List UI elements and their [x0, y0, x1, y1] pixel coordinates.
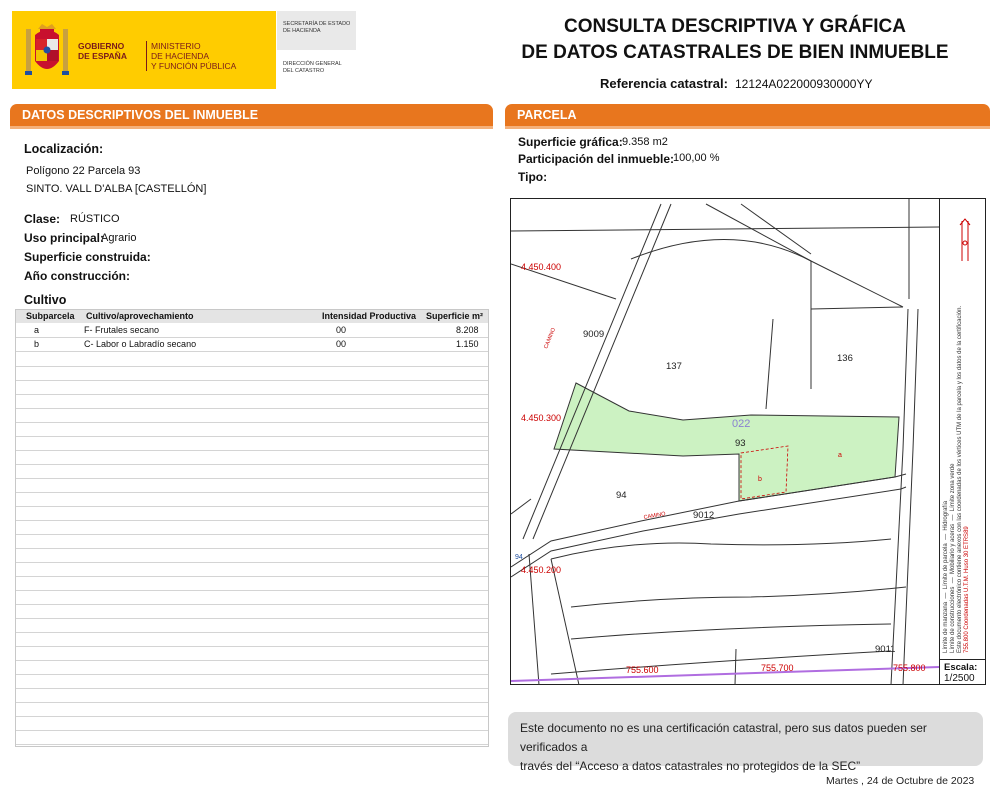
table-gridline: [16, 744, 488, 745]
camino-label: CAMINO: [643, 511, 667, 521]
coat-of-arms-icon: [22, 21, 72, 83]
table-gridline: [16, 548, 488, 549]
page-title: CONSULTA DESCRIPTIVA Y GRÁFICA DE DATOS CATASTRALES DE BIEN INMUEBLE: [521, 16, 949, 63]
cultivo-table-header: [16, 310, 488, 323]
table-gridline: [16, 464, 488, 465]
parcel-label: 94: [515, 554, 523, 561]
row-intensidad: 00: [336, 325, 347, 335]
table-gridline: [16, 576, 488, 577]
table-gridline: [16, 394, 488, 395]
localizacion-line1: Polígono 22 Parcela 93: [26, 165, 141, 177]
table-gridline: [16, 632, 488, 633]
table-gridline: [16, 716, 488, 717]
parcel-label: 93: [735, 438, 746, 449]
table-gridline: [16, 590, 488, 591]
localizacion-label: Localización:: [24, 142, 104, 156]
table-gridline: [16, 646, 488, 647]
table-gridline: [16, 492, 488, 493]
map-drawing: [511, 199, 939, 685]
ref-value: 12124A022000930000YY: [735, 77, 873, 91]
participacion-value: 100,00 %: [673, 152, 720, 164]
table-gridline: [16, 730, 488, 731]
section-header-parcela: PARCELA: [505, 104, 990, 126]
subparcel-b-label: b: [758, 476, 762, 483]
superficie-grafica-value: 9.358 m2: [622, 136, 668, 148]
superficie-construida-label: Superficie construida:: [24, 250, 151, 264]
map-scale: Escala: 1/2500: [939, 659, 986, 685]
table-gridline: [16, 562, 488, 563]
col-subparcela: Subparcela: [26, 311, 75, 321]
table-gridline: [16, 604, 488, 605]
parcel-label: 9011: [875, 644, 896, 655]
legend-text: Límite de manzana — Límite de parcela — Hidrografía Límite de construcciones — Mobiliario y aceras — Límite zona verde Este documento electrónico contiene anexos con las coordenadas de los vértices UTM de la parcela y los datos de la certificación. 755.800 Coordenadas U.T.M. Huso 30 ETRS89: [943, 305, 970, 653]
table-gridline: [16, 618, 488, 619]
table-gridline: [16, 660, 488, 661]
table-gridline: [16, 366, 488, 367]
table-row: [16, 338, 488, 352]
uso-value: Agrario: [101, 232, 137, 244]
direccion-text: DIRECCIÓN GENERAL DEL CATASTRO: [283, 61, 342, 74]
disclaimer-notice: Este documento no es una certificación catastral, pero sus datos pueden ser verificados a través del “Acceso a datos catastrales no protegidos de la SEC”: [508, 712, 983, 766]
table-gridline: [16, 702, 488, 703]
secretaria-block: [277, 11, 356, 89]
row-cultivo: C- Labor o Labradío secano: [84, 339, 197, 349]
localizacion-line2: SINTO. VALL D'ALBA [CASTELLÓN]: [26, 183, 207, 195]
camino-label: CAMINO: [543, 327, 558, 350]
table-gridline: [16, 422, 488, 423]
table-gridline: [16, 688, 488, 689]
table-gridline: [16, 534, 488, 535]
parcel-label: 136: [837, 353, 853, 364]
row-cultivo: F- Frutales secano: [84, 325, 160, 335]
col-superficie: Superficie m²: [426, 311, 484, 321]
participacion-label: Participación del inmueble:: [518, 152, 675, 166]
clase-value: RÚSTICO: [70, 213, 120, 225]
table-gridline: [16, 478, 488, 479]
cultivo-title: Cultivo: [24, 293, 67, 307]
gobierno-text: GOBIERNO DE ESPAÑA: [78, 41, 127, 61]
uso-label: Uso principal:: [24, 231, 105, 245]
table-gridline: [16, 506, 488, 507]
y-label: 4.450.300: [521, 413, 562, 423]
document-date: Martes , 24 de Octubre de 2023: [826, 775, 975, 787]
row-sub: a: [34, 325, 40, 335]
tipo-label: Tipo:: [518, 170, 548, 184]
secretaria-text: SECRETARÍA DE ESTADO DE HACIENDA: [277, 11, 356, 50]
ministerio-text: MINISTERIO DE HACIENDA Y FUNCIÓN PÚBLICA: [146, 41, 236, 71]
table-gridline: [16, 380, 488, 381]
section-header-datos: DATOS DESCRIPTIVOS DEL INMUEBLE: [10, 104, 493, 126]
table-gridline: [16, 436, 488, 437]
table-gridline: [16, 520, 488, 521]
x-label: 755.700: [761, 663, 794, 673]
y-label: 4.450.400: [521, 262, 562, 272]
row-superficie: 8.208: [456, 325, 479, 335]
government-logo: [12, 11, 276, 89]
y-label: 4.450.200: [521, 565, 562, 575]
superficie-grafica-label: Superficie gráfica:: [518, 135, 623, 149]
x-label: 755.600: [626, 665, 659, 675]
table-gridline: [16, 674, 488, 675]
row-sub: b: [34, 339, 40, 349]
subparcel-a-label: a: [838, 452, 842, 459]
map-legend: [939, 199, 986, 659]
parcel-label: 137: [666, 361, 682, 372]
row-intensidad: 00: [336, 339, 347, 349]
parcel-label: 94: [616, 490, 627, 501]
table-gridline: [16, 450, 488, 451]
parcel-label: 9012: [693, 510, 715, 521]
table-row: [16, 324, 488, 338]
col-cultivo: Cultivo/aprovechamiento: [86, 311, 194, 321]
clase-label: Clase:: [24, 212, 61, 226]
table-gridline: [16, 408, 488, 409]
ano-construccion-label: Año construcción:: [24, 269, 131, 283]
cultivo-table: [15, 309, 489, 747]
parcel-label: 9009: [583, 329, 605, 340]
row-superficie: 1.150: [456, 339, 479, 349]
manzana-label: 022: [732, 418, 751, 430]
x-label: 755.800: [893, 663, 926, 673]
col-intensidad: Intensidad Productiva: [322, 311, 417, 321]
cadastral-map: [510, 198, 986, 685]
ref-label: Referencia catastral:: [600, 76, 728, 91]
